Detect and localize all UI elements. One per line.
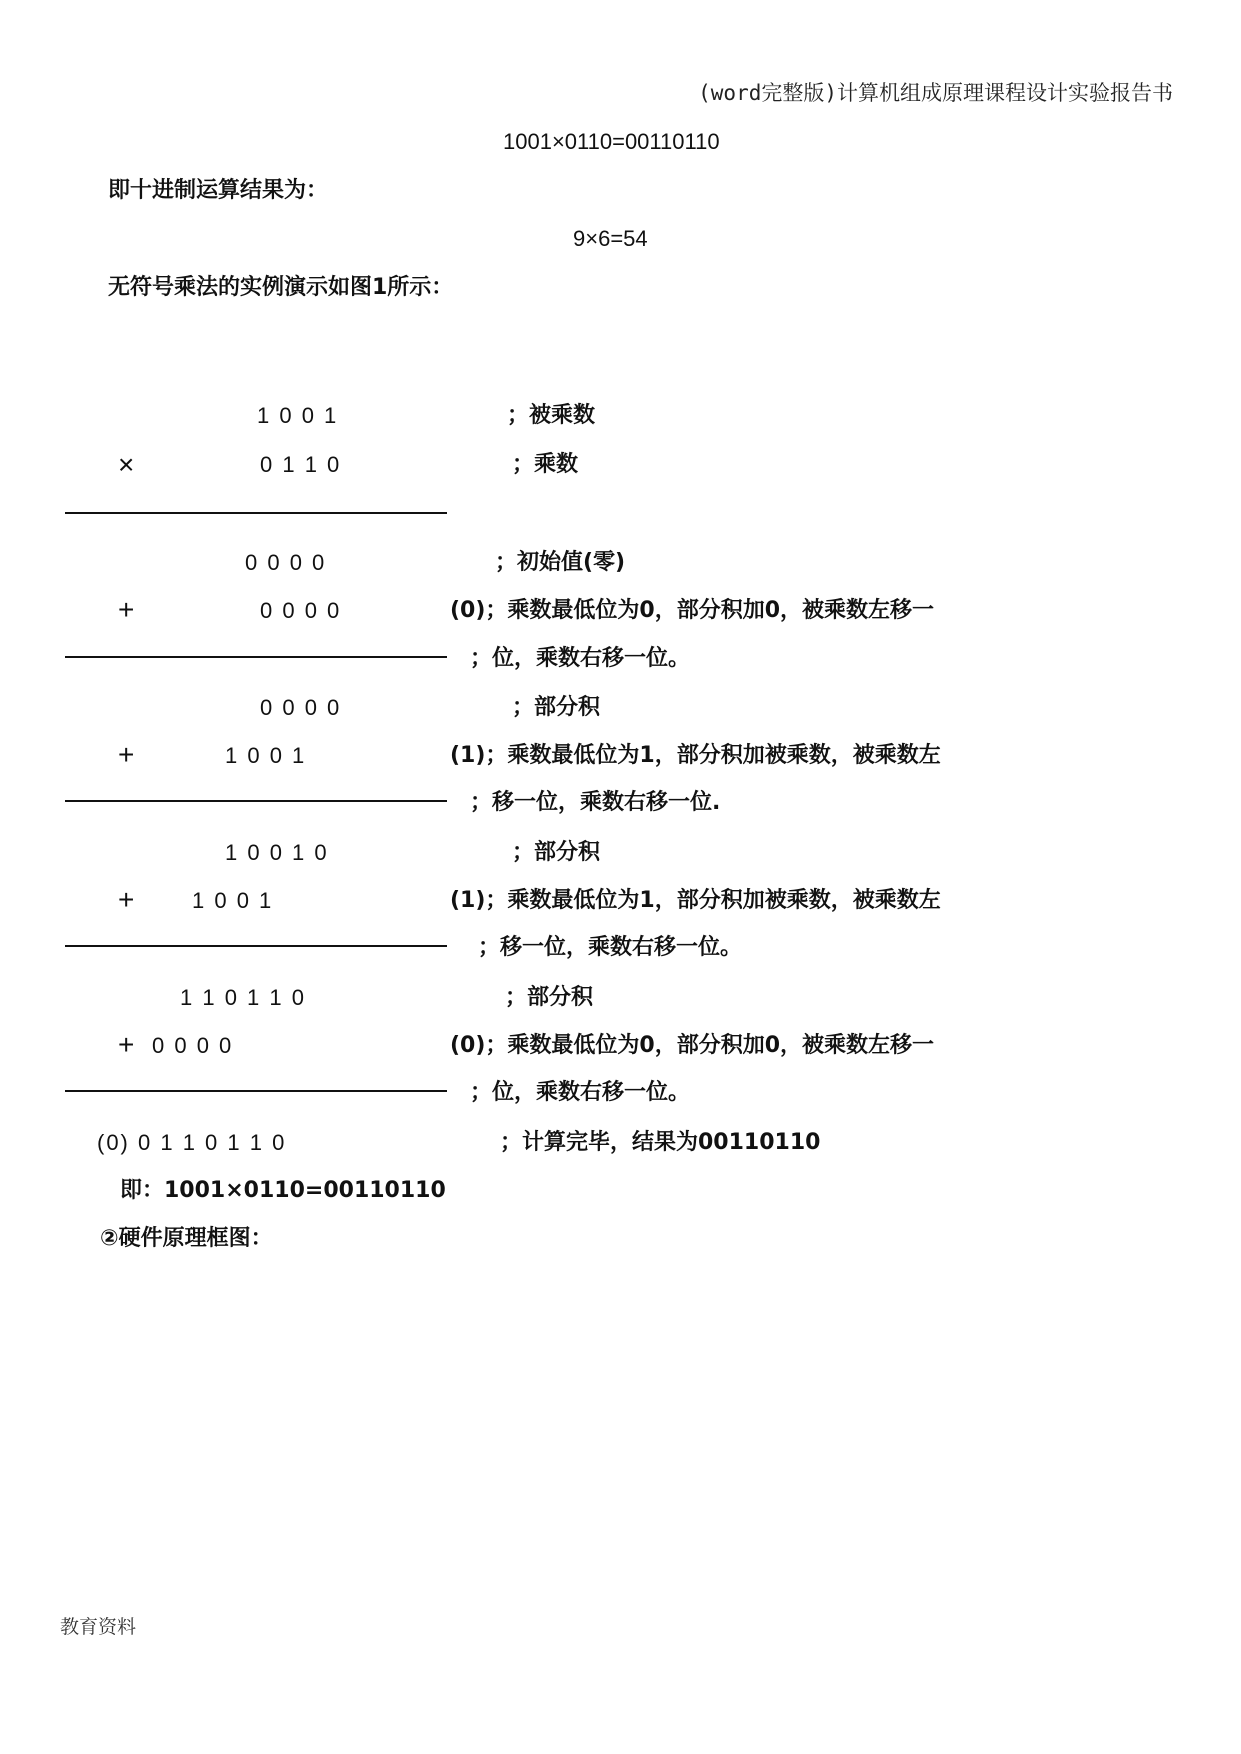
plus-sign: +: [118, 884, 135, 915]
document-header: (word完整版)计算机组成原理课程设计实验报告书: [698, 81, 1173, 105]
decimal-result-intro: 即十进制运算结果为：: [108, 178, 329, 203]
multiplicand-note: ；被乘数: [507, 403, 596, 428]
equation-binary: 1001×0110=00110110: [503, 129, 720, 154]
multiplicand: 1 0 0 1: [257, 403, 339, 428]
addend: 1 0 0 1: [192, 888, 274, 913]
hardware-heading: ②硬件原理框图：: [100, 1226, 273, 1251]
rule-line: [65, 800, 447, 802]
partial-note: ；初始值(零): [495, 550, 626, 575]
partial-product: 1 1 0 1 1 0: [180, 985, 306, 1010]
rule-line: [65, 656, 447, 658]
final-result: (0) 0 1 1 0 1 1 0: [97, 1130, 287, 1155]
partial-product: 0 0 0 0: [245, 550, 327, 575]
step-explanation-cont: ；位，乘数右移一位。: [470, 646, 691, 671]
step-explanation: (0)；乘数最低位为0，部分积加0，被乘数左移一: [450, 1033, 935, 1058]
multiplier: 0 1 1 0: [260, 452, 342, 477]
footer-label: 教育资料: [60, 1616, 137, 1638]
step-explanation-cont: ；移一位，乘数右移一位。: [478, 935, 743, 960]
demo-intro: 无符号乘法的实例演示如图1所示：: [108, 275, 454, 300]
plus-sign: +: [118, 594, 135, 625]
partial-note: ；部分积: [512, 695, 601, 720]
result-note: ；计算完毕，结果为00110110: [500, 1130, 821, 1155]
step-explanation: (1)；乘数最低位为1，部分积加被乘数，被乘数左: [450, 888, 941, 913]
multiplier-note: ；乘数: [512, 452, 579, 477]
rule-line: [65, 1090, 447, 1092]
addend: 0 0 0 0: [152, 1033, 234, 1058]
addend: 0 0 0 0: [260, 598, 342, 623]
step-explanation-cont: ；移一位，乘数右移一位.: [470, 790, 721, 815]
step-explanation: (1)；乘数最低位为1，部分积加被乘数，被乘数左: [450, 743, 941, 768]
plus-sign: +: [118, 739, 135, 770]
equation-decimal: 9×6=54: [573, 226, 648, 251]
addend: 1 0 0 1: [225, 743, 307, 768]
partial-note: ；部分积: [512, 840, 601, 865]
step-explanation-cont: ；位，乘数右移一位。: [470, 1080, 691, 1105]
partial-product: 0 0 0 0: [260, 695, 342, 720]
step-explanation: (0)；乘数最低位为0，部分积加0，被乘数左移一: [450, 598, 935, 623]
rule-line: [65, 512, 447, 514]
partial-note: ；部分积: [505, 985, 594, 1010]
partial-product: 1 0 0 1 0: [225, 840, 329, 865]
rule-line: [65, 945, 447, 947]
times-sign: ×: [118, 449, 135, 480]
plus-sign: +: [118, 1029, 135, 1060]
summary-equation: 即：1001×0110=00110110: [120, 1178, 446, 1203]
